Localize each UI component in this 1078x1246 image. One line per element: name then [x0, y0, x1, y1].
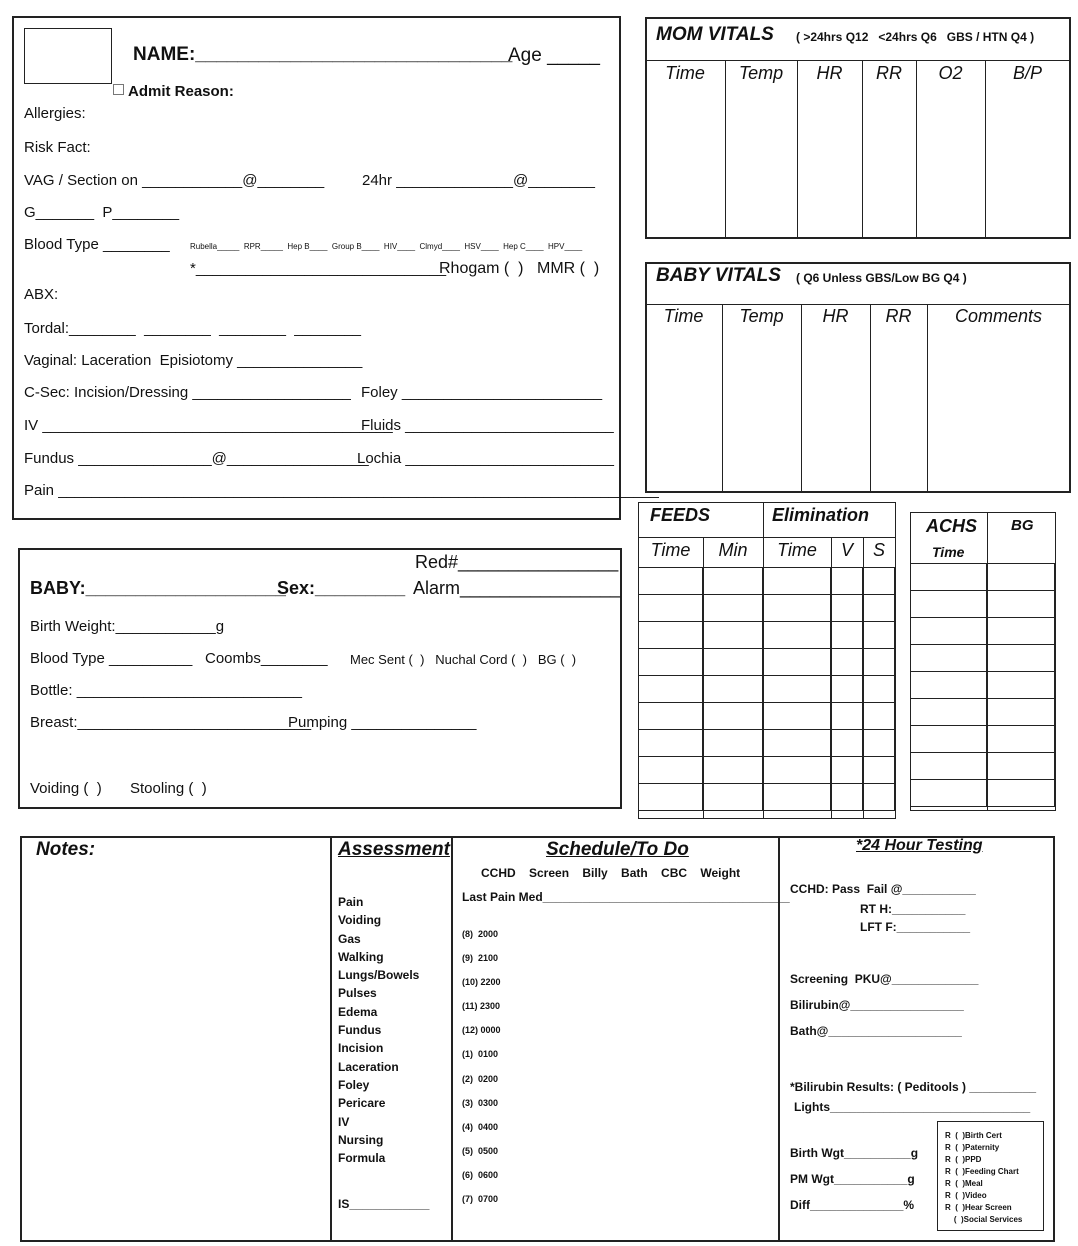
- last-pain-med-field[interactable]: Last Pain Med_____________________________________: [462, 890, 790, 904]
- feeds-cell[interactable]: [703, 703, 763, 730]
- feeds-cell[interactable]: [763, 730, 831, 757]
- assessment-item: Foley: [338, 1077, 370, 1092]
- achs-cell[interactable]: [987, 618, 1055, 645]
- schedule-title: Schedule/To Do: [546, 839, 689, 860]
- checklist-items: [945, 1130, 1022, 1226]
- column-divider: [722, 304, 723, 492]
- schedule-time-slot[interactable]: (6) 0600: [462, 1169, 499, 1180]
- feeds-cell[interactable]: [763, 784, 831, 811]
- lochia-field[interactable]: Lochia _________________________: [357, 450, 614, 467]
- column-divider: [801, 304, 802, 492]
- birth-weight-field[interactable]: Birth Weight:____________g: [30, 618, 225, 635]
- feeds-grid[interactable]: [638, 567, 896, 811]
- pumping-field[interactable]: Pumping _______________: [288, 714, 477, 731]
- feeds-cell[interactable]: [763, 595, 831, 622]
- labs-fields[interactable]: Rubella_____ RPR_____ Hep B____ Group B____ HIV____ Clmyd____ HSV____ Hep C____ HPV____: [190, 242, 583, 251]
- assessment-item: Edema: [338, 1004, 378, 1019]
- bilirubin-field[interactable]: Bilirubin@_________________: [790, 998, 964, 1012]
- schedule-time-slot[interactable]: (9) 2100: [462, 953, 499, 964]
- column-header-min: Min: [718, 540, 748, 560]
- schedule-columns: CCHD Screen Billy Bath CBC Weight: [481, 866, 741, 880]
- achs-cell[interactable]: [910, 780, 987, 807]
- schedule-time-slot[interactable]: (7) 0700: [462, 1194, 499, 1205]
- testing-title: *24 Hour Testing: [856, 837, 983, 854]
- feeds-cell[interactable]: [703, 649, 763, 676]
- checklist-item[interactable]: R ( )Meal: [945, 1179, 983, 1188]
- assessment-item: Incision: [338, 1041, 384, 1056]
- screening-pku-field[interactable]: Screening PKU@_____________: [790, 972, 979, 986]
- assessment-item: Fundus: [338, 1023, 382, 1038]
- achs-cell[interactable]: [987, 699, 1055, 726]
- assessment-item: Voiding: [338, 913, 382, 928]
- feeds-cell[interactable]: [638, 784, 703, 811]
- baby-name-field[interactable]: BABY:____________________: [30, 578, 286, 598]
- feeds-cell[interactable]: [763, 622, 831, 649]
- fundus-field[interactable]: Fundus ________________@_________________: [24, 450, 369, 467]
- achs-grid[interactable]: [910, 563, 1056, 807]
- 24hr-field[interactable]: 24hr ______________@________: [362, 172, 595, 189]
- patient-label-box: [24, 28, 112, 84]
- pain-field[interactable]: Pain ________________________________________________________________________: [24, 482, 659, 499]
- feeds-cell[interactable]: [831, 676, 863, 703]
- achs-cell[interactable]: [987, 645, 1055, 672]
- feeds-cell[interactable]: [863, 622, 895, 649]
- mom-vitals-table: [645, 17, 1071, 239]
- schedule-time-slot[interactable]: (8) 2000: [462, 929, 499, 939]
- feeds-cell[interactable]: [863, 784, 895, 811]
- risk-factors-field[interactable]: Risk Fact:: [24, 139, 91, 156]
- column-divider: [862, 60, 863, 238]
- rhogam-field[interactable]: Rhogam ( ): [439, 260, 524, 277]
- blood-type-field[interactable]: Blood Type ________: [24, 236, 170, 253]
- schedule-time-slot[interactable]: (12) 0000: [462, 1025, 501, 1036]
- mom-vitals-title: MOM VITALS: [656, 24, 774, 45]
- feeds-cell[interactable]: [638, 649, 703, 676]
- column-divider: [797, 60, 798, 238]
- admit-reason-label: Admit Reason:: [128, 83, 234, 100]
- note-field[interactable]: *______________________________: [190, 260, 447, 277]
- admit-checkbox[interactable]: [113, 84, 124, 95]
- schedule-time-slot[interactable]: (4) 0400: [462, 1121, 499, 1132]
- achs-cell[interactable]: [910, 564, 987, 591]
- column-divider: [725, 60, 726, 238]
- feeds-cell[interactable]: [831, 622, 863, 649]
- feeds-cell[interactable]: [638, 568, 703, 595]
- feeds-title: FEEDS: [650, 505, 711, 525]
- achs-cell[interactable]: [910, 699, 987, 726]
- feeds-cell[interactable]: [863, 703, 895, 730]
- iv-field[interactable]: IV __________________________________________: [24, 417, 393, 434]
- feeds-cell[interactable]: [831, 568, 863, 595]
- feeds-cell[interactable]: [703, 622, 763, 649]
- column-divider: [916, 60, 917, 238]
- achs-time-header: Time: [932, 544, 965, 560]
- assessment-item: Pain: [338, 895, 364, 909]
- stooling-field[interactable]: Stooling ( ): [130, 780, 207, 797]
- feeds-cell[interactable]: [638, 676, 703, 703]
- column-divider: [927, 304, 928, 492]
- achs-cell[interactable]: [987, 780, 1055, 807]
- feeds-cell[interactable]: [831, 784, 863, 811]
- fluids-field[interactable]: Fluids _________________________: [361, 417, 614, 434]
- feeds-cell[interactable]: [863, 757, 895, 784]
- feeds-cell[interactable]: [703, 784, 763, 811]
- column-header-hr: HR: [822, 306, 849, 326]
- checklist-item[interactable]: R ( )PPD: [945, 1155, 982, 1164]
- bottle-field[interactable]: Bottle: ___________________________: [30, 682, 302, 699]
- column-header-rr: RR: [876, 63, 902, 83]
- mmr-field[interactable]: MMR ( ): [537, 260, 600, 277]
- breast-field[interactable]: Breast:____________________________: [30, 714, 312, 731]
- assessment-item: Nursing: [338, 1132, 384, 1147]
- rt-h-field[interactable]: RT H:___________: [860, 902, 966, 916]
- schedule-time-slot[interactable]: (3) 0300: [462, 1097, 499, 1108]
- assessment-list: [338, 893, 419, 1167]
- checklist-item[interactable]: R ( )Birth Cert: [945, 1131, 1002, 1140]
- mom-vitals-note: ( >24hrs Q12 <24hrs Q6 GBS / HTN Q4 ): [796, 30, 1035, 44]
- achs-cell[interactable]: [910, 672, 987, 699]
- feeds-cell[interactable]: [703, 595, 763, 622]
- schedule-time-slot[interactable]: (1) 0100: [462, 1049, 499, 1060]
- baby-vitals-note: ( Q6 Unless GBS/Low BG Q4 ): [796, 271, 967, 285]
- column-header-time: Time: [650, 540, 691, 560]
- baby-blood-type-field[interactable]: Blood Type __________: [30, 650, 193, 667]
- feeds-cell[interactable]: [763, 676, 831, 703]
- column-header-bp: B/P: [1012, 63, 1042, 83]
- schedule-time-slot[interactable]: (2) 0200: [462, 1073, 499, 1084]
- achs-cell[interactable]: [987, 672, 1055, 699]
- assessment-item: Laceration: [338, 1059, 399, 1074]
- feeds-cell[interactable]: [863, 595, 895, 622]
- checklist-item[interactable]: ( )Social Services: [945, 1215, 1023, 1224]
- feeds-cell[interactable]: [763, 568, 831, 595]
- feeds-cell[interactable]: [703, 730, 763, 757]
- foley-field[interactable]: Foley ________________________: [361, 384, 603, 401]
- checklist-item[interactable]: R ( )Paternity: [945, 1143, 1000, 1152]
- assessment-item: Lungs/Bowels: [338, 968, 420, 983]
- feeds-cell[interactable]: [831, 595, 863, 622]
- diff-field[interactable]: Diff______________%: [790, 1198, 915, 1212]
- name-field[interactable]: NAME:______________________________: [133, 44, 513, 65]
- feeds-cell[interactable]: [703, 568, 763, 595]
- lights-field[interactable]: Lights______________________________: [794, 1100, 1031, 1114]
- assessment-item: IV: [338, 1114, 350, 1129]
- feeds-cell[interactable]: [863, 568, 895, 595]
- delivery-field[interactable]: VAG / Section on ____________@________: [24, 172, 325, 189]
- age-field[interactable]: Age _____: [508, 45, 600, 66]
- feeds-cell[interactable]: [831, 757, 863, 784]
- cchd-field[interactable]: CCHD: Pass Fail @___________: [790, 882, 976, 896]
- column-header-temp: Temp: [739, 306, 784, 326]
- feeds-cell[interactable]: [863, 730, 895, 757]
- assessment-title: Assessment: [338, 839, 450, 860]
- schedule-times: [462, 922, 501, 1211]
- feeds-cell[interactable]: [638, 622, 703, 649]
- assessment-item: Walking: [338, 949, 384, 964]
- baby-vitals-title: BABY VITALS: [656, 265, 781, 286]
- gravida-para-field[interactable]: G_______ P________: [24, 204, 180, 221]
- feeds-cell[interactable]: [703, 757, 763, 784]
- pm-weight-field[interactable]: PM Wgt___________g: [790, 1172, 915, 1186]
- checklist-item[interactable]: R ( )Video: [945, 1191, 987, 1200]
- bg-header: BG: [1011, 517, 1034, 534]
- lft-f-field[interactable]: LFT F:___________: [860, 920, 971, 934]
- column-header-time: Time: [777, 540, 817, 560]
- column-header-s: S: [872, 540, 885, 560]
- coombs-field[interactable]: Coombs________: [205, 650, 328, 667]
- column-header-time: Time: [665, 63, 705, 83]
- column-divider: [870, 304, 871, 492]
- bilirubin-results-field[interactable]: *Bilirubin Results: ( Peditools ) __________: [790, 1080, 1037, 1094]
- assessment-item: Gas: [338, 931, 361, 946]
- schedule-time-slot[interactable]: (5) 0500: [462, 1145, 499, 1156]
- assessment-item: Pulses: [338, 986, 377, 1001]
- bath-field[interactable]: Bath@____________________: [790, 1024, 962, 1038]
- abx-field[interactable]: ABX:: [24, 286, 59, 303]
- achs-cell[interactable]: [910, 645, 987, 672]
- allergies-field[interactable]: Allergies:: [24, 105, 86, 122]
- schedule-time-slot[interactable]: (11) 2300: [462, 1001, 501, 1012]
- notes-area[interactable]: [24, 865, 324, 1235]
- column-header-o2: O2: [938, 63, 963, 83]
- feeds-cell[interactable]: [763, 649, 831, 676]
- feeds-cell[interactable]: [831, 730, 863, 757]
- achs-title: ACHS: [926, 516, 978, 536]
- achs-cell[interactable]: [987, 564, 1055, 591]
- column-divider: [985, 60, 986, 238]
- alarm-field[interactable]: Alarm________________: [413, 578, 621, 598]
- feeds-cell[interactable]: [863, 676, 895, 703]
- baby-vitals-table: [645, 262, 1071, 493]
- assessment-item: Formula: [338, 1151, 386, 1166]
- column-header-time: Time: [663, 306, 704, 326]
- feeds-cell[interactable]: [831, 649, 863, 676]
- feeds-cell[interactable]: [638, 703, 703, 730]
- checklist-item[interactable]: R ( )Hear Screen: [945, 1203, 1012, 1212]
- column-header-hr: HR: [816, 63, 843, 83]
- achs-cell[interactable]: [910, 726, 987, 753]
- vaginal-field[interactable]: Vaginal: Laceration Episiotomy _______________: [24, 352, 363, 369]
- feeds-cell[interactable]: [638, 757, 703, 784]
- feeds-cell[interactable]: [831, 703, 863, 730]
- achs-cell[interactable]: [987, 591, 1055, 618]
- feeds-cell[interactable]: [703, 676, 763, 703]
- achs-cell[interactable]: [987, 753, 1055, 780]
- birth-weight-test-field[interactable]: Birth Wgt__________g: [790, 1146, 919, 1160]
- achs-cell[interactable]: [987, 726, 1055, 753]
- checklist-item[interactable]: R ( )Feeding Chart: [945, 1167, 1019, 1176]
- schedule-time-slot[interactable]: (10) 2200: [462, 977, 501, 988]
- is-field[interactable]: IS____________: [338, 1197, 430, 1211]
- sex-field[interactable]: Sex:_________: [277, 578, 406, 598]
- csec-field[interactable]: C-Sec: Incision/Dressing ___________________: [24, 384, 351, 401]
- assessment-item: Pericare: [338, 1096, 386, 1111]
- feeds-cell[interactable]: [763, 703, 831, 730]
- elimination-title: Elimination: [772, 505, 870, 525]
- column-header-v: V: [840, 540, 853, 560]
- feeds-cell[interactable]: [863, 649, 895, 676]
- voiding-field[interactable]: Voiding ( ): [30, 780, 102, 797]
- achs-cell[interactable]: [910, 591, 987, 618]
- feeds-cell[interactable]: [763, 757, 831, 784]
- column-header-temp: Temp: [738, 63, 784, 83]
- tordal-field[interactable]: Tordal:________ ________ ________ ________: [24, 320, 361, 337]
- notes-title: Notes:: [36, 839, 96, 860]
- achs-cell[interactable]: [910, 753, 987, 780]
- column-header-rr: RR: [885, 306, 912, 326]
- mec-nuchal-bg-field[interactable]: Mec Sent ( ) Nuchal Cord ( ) BG ( ): [350, 652, 577, 667]
- feeds-cell[interactable]: [638, 595, 703, 622]
- red-number-field[interactable]: Red#________________: [415, 552, 619, 572]
- column-header-comments: Comments: [954, 306, 1043, 326]
- achs-cell[interactable]: [910, 618, 987, 645]
- feeds-cell[interactable]: [638, 730, 703, 757]
